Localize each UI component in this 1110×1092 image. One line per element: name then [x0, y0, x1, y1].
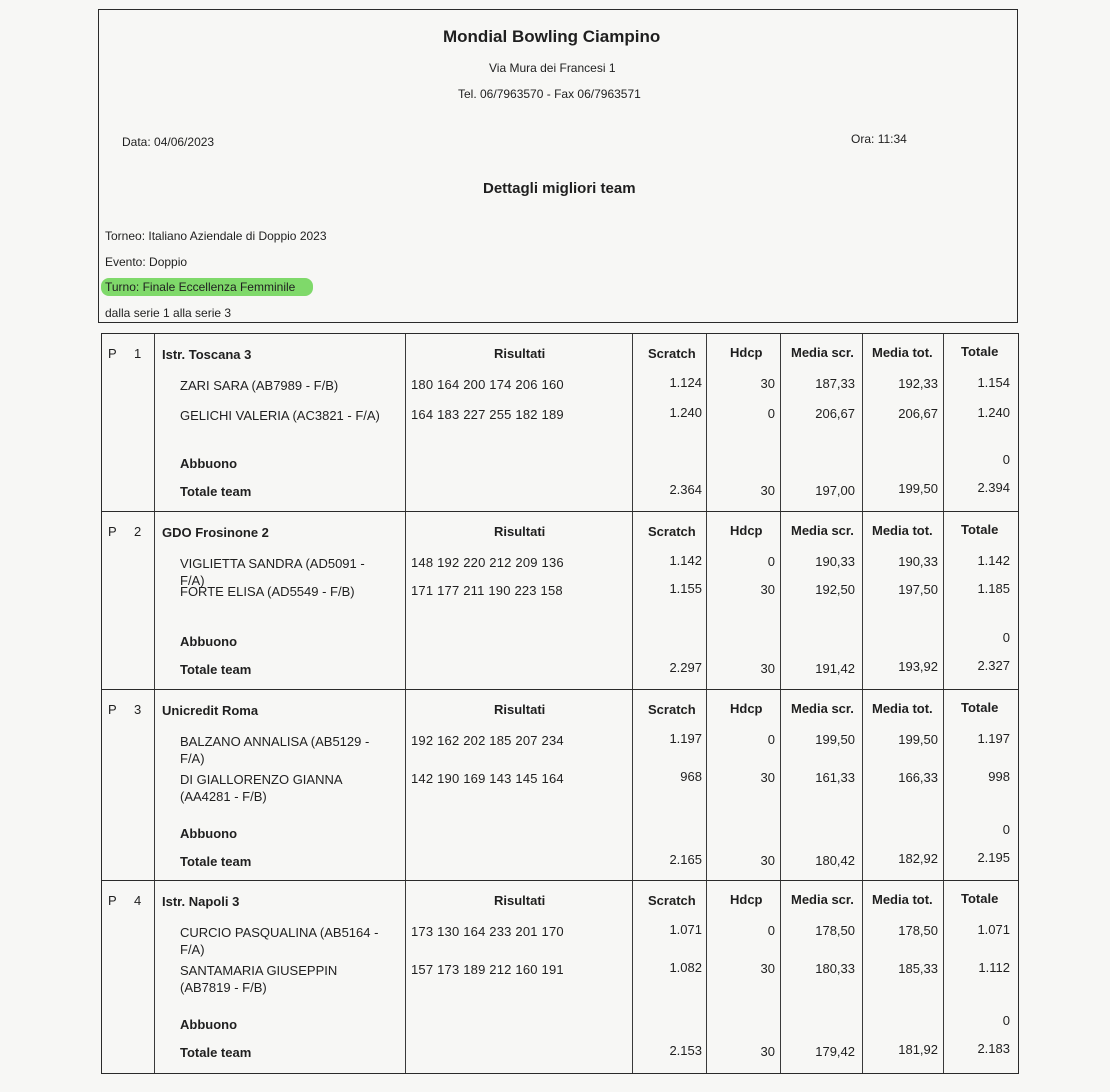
venue-phone: Tel. 06/7963570 - Fax 06/7963571: [458, 87, 641, 101]
column-divider: [706, 334, 707, 511]
player-media-scr: 161,33: [815, 770, 855, 785]
column-divider: [405, 334, 406, 511]
col-header-scratch: Scratch: [648, 702, 696, 717]
player-scores: 192 162 202 185 207 234: [411, 733, 564, 748]
player-media-scr: 206,67: [815, 406, 855, 421]
team-block: [101, 333, 1019, 511]
col-header-media-tot: Media tot.: [872, 345, 933, 360]
team-total-media-tot: 182,92: [898, 851, 938, 866]
player-media-tot: 166,33: [898, 770, 938, 785]
team-total-totale: 2.394: [977, 480, 1010, 495]
player-media-tot: 192,33: [898, 376, 938, 391]
column-divider: [943, 881, 944, 1073]
team-pos-label: P: [108, 893, 117, 908]
player-scratch: 1.082: [669, 960, 702, 975]
team-total-totale: 2.183: [977, 1041, 1010, 1056]
player-scores: 164 183 227 255 182 189: [411, 407, 564, 422]
column-divider: [706, 881, 707, 1073]
torneo-value: Italiano Aziendale di Doppio 2023: [148, 229, 327, 243]
abbuono-value: 0: [1002, 822, 1010, 837]
team-total-media-tot: 193,92: [898, 659, 938, 674]
player-scores: 157 173 189 212 160 191: [411, 962, 564, 977]
team-name: Unicredit Roma: [162, 703, 259, 718]
team-block: [101, 880, 1019, 1074]
team-name: GDO Frosinone 2: [162, 525, 269, 540]
team-position: 3: [134, 702, 142, 717]
totale-team-label: Totale team: [180, 484, 252, 499]
column-divider: [154, 512, 155, 689]
player-scores: 180 164 200 174 206 160: [411, 377, 564, 392]
column-divider: [632, 512, 633, 689]
player-hdcp: 30: [760, 582, 775, 597]
player-scores: 173 130 164 233 201 170: [411, 924, 564, 939]
player-media-scr: 187,33: [815, 376, 855, 391]
totale-team-label: Totale team: [180, 854, 252, 869]
team-position: 2: [134, 524, 142, 539]
abbuono-value: 0: [1002, 452, 1010, 467]
player-media-tot: 206,67: [898, 406, 938, 421]
player-scores: 142 190 169 143 145 164: [411, 771, 564, 786]
column-divider: [943, 334, 944, 511]
col-header-risultati: Risultati: [494, 893, 546, 908]
player-name: GELICHI VALERIA (AC3821 - F/A): [180, 408, 380, 423]
team-total-media-scr: 191,42: [815, 661, 855, 676]
col-header-risultati: Risultati: [494, 346, 546, 361]
team-total-scratch: 2.153: [669, 1043, 702, 1058]
time-value: 11:34: [877, 132, 907, 146]
player-totale: 1.240: [977, 405, 1010, 420]
report-title: Dettagli migliori team: [483, 180, 636, 197]
column-divider: [862, 512, 863, 689]
turno-highlight: [101, 278, 313, 296]
col-header-media-scr: Media scr.: [791, 892, 854, 907]
col-header-scratch: Scratch: [648, 346, 696, 361]
column-divider: [632, 690, 633, 880]
player-totale: 1.142: [977, 553, 1010, 568]
column-divider: [405, 881, 406, 1073]
col-header-hdcp: Hdcp: [730, 523, 763, 538]
player-totale: 1.071: [977, 922, 1010, 937]
totale-team-label: Totale team: [180, 1045, 252, 1060]
col-header-media-scr: Media scr.: [791, 523, 854, 538]
team-pos-label: P: [108, 524, 117, 539]
team-total-scratch: 2.364: [669, 482, 702, 497]
venue-address: Via Mura dei Francesi 1: [489, 61, 616, 75]
player-media-tot: 178,50: [898, 923, 938, 938]
column-divider: [154, 881, 155, 1073]
team-position: 4: [134, 893, 142, 908]
player-hdcp: 0: [767, 923, 775, 938]
team-block: [101, 689, 1019, 880]
abbuono-label: Abbuono: [180, 826, 238, 841]
totale-team-label: Totale team: [180, 662, 252, 677]
abbuono-value: 0: [1002, 1013, 1010, 1028]
player-totale: 1.185: [977, 581, 1010, 596]
player-scratch: 968: [680, 769, 702, 784]
player-hdcp: 30: [760, 961, 775, 976]
team-total-hdcp: 30: [760, 1044, 775, 1059]
player-totale: 998: [988, 769, 1010, 784]
player-media-scr: 190,33: [815, 554, 855, 569]
column-divider: [780, 690, 781, 880]
player-scratch: 1.142: [669, 553, 702, 568]
col-header-hdcp: Hdcp: [730, 345, 763, 360]
column-divider: [780, 512, 781, 689]
team-name: Istr. Toscana 3: [162, 347, 252, 362]
team-position: 1: [134, 346, 142, 361]
torneo-line: [105, 229, 327, 243]
column-divider: [862, 334, 863, 511]
team-block: [101, 511, 1019, 689]
player-hdcp: 0: [767, 732, 775, 747]
turno-line: [105, 280, 313, 294]
team-total-hdcp: 30: [760, 661, 775, 676]
abbuono-value: 0: [1002, 630, 1010, 645]
team-total-media-tot: 199,50: [898, 481, 938, 496]
column-divider: [632, 334, 633, 511]
team-pos-label: P: [108, 346, 117, 361]
date-value: 04/06/2023: [154, 135, 215, 149]
col-header-totale: Totale: [961, 522, 999, 537]
team-total-hdcp: 30: [760, 483, 775, 498]
player-name: FORTE ELISA (AD5549 - F/B): [180, 584, 355, 599]
col-header-hdcp: Hdcp: [730, 701, 763, 716]
column-divider: [862, 690, 863, 880]
player-name: ZARI SARA (AB7989 - F/B): [180, 378, 339, 393]
player-media-tot: 197,50: [898, 582, 938, 597]
player-media-tot: 199,50: [898, 732, 938, 747]
report-header: [98, 9, 1018, 323]
torneo-label: Torneo:: [105, 229, 146, 243]
player-media-tot: 190,33: [898, 554, 938, 569]
column-divider: [706, 512, 707, 689]
team-total-media-scr: 180,42: [815, 853, 855, 868]
col-header-media-tot: Media tot.: [872, 701, 933, 716]
player-totale: 1.197: [977, 731, 1010, 746]
abbuono-label: Abbuono: [180, 634, 238, 649]
column-divider: [154, 690, 155, 880]
player-totale: 1.112: [978, 960, 1010, 975]
evento-label: Evento:: [105, 255, 146, 269]
col-header-scratch: Scratch: [648, 524, 696, 539]
player-media-tot: 185,33: [898, 961, 938, 976]
player-scratch: 1.197: [669, 731, 702, 746]
column-divider: [943, 512, 944, 689]
player-media-scr: 192,50: [815, 582, 855, 597]
col-header-media-tot: Media tot.: [872, 523, 933, 538]
evento-value: Doppio: [149, 255, 188, 269]
team-total-media-scr: 179,42: [815, 1044, 855, 1059]
evento-line: [105, 255, 187, 269]
column-divider: [780, 881, 781, 1073]
player-totale: 1.154: [977, 375, 1010, 390]
column-divider: [706, 690, 707, 880]
column-divider: [405, 690, 406, 880]
team-total-totale: 2.195: [977, 850, 1010, 865]
col-header-hdcp: Hdcp: [730, 892, 763, 907]
time-line: [851, 132, 907, 146]
col-header-totale: Totale: [961, 891, 999, 906]
team-total-scratch: 2.165: [669, 852, 702, 867]
team-total-media-tot: 181,92: [898, 1042, 938, 1057]
column-divider: [154, 334, 155, 511]
team-total-scratch: 2.297: [669, 660, 702, 675]
col-header-media-tot: Media tot.: [872, 892, 933, 907]
player-hdcp: 0: [767, 554, 775, 569]
col-header-scratch: Scratch: [648, 893, 696, 908]
player-name: CURCIO PASQUALINA (AB5164 - F/A): [180, 925, 379, 957]
player-name: BALZANO ANNALISA (AB5129 - F/A): [180, 734, 370, 766]
date-line: [122, 135, 214, 149]
column-divider: [632, 881, 633, 1073]
abbuono-label: Abbuono: [180, 1017, 238, 1032]
column-divider: [943, 690, 944, 880]
player-name: SANTAMARIA GIUSEPPIN (AB7819 - F/B): [180, 963, 338, 995]
team-total-media-scr: 197,00: [815, 483, 855, 498]
team-name: Istr. Napoli 3: [162, 894, 240, 909]
col-header-risultati: Risultati: [494, 524, 546, 539]
player-media-scr: 199,50: [815, 732, 855, 747]
player-hdcp: 30: [760, 770, 775, 785]
player-scratch: 1.155: [669, 581, 702, 596]
column-divider: [405, 512, 406, 689]
column-divider: [862, 881, 863, 1073]
abbuono-label: Abbuono: [180, 456, 238, 471]
col-header-totale: Totale: [961, 344, 999, 359]
player-name: VIGLIETTA SANDRA (AD5091 - F/A): [180, 556, 365, 588]
player-hdcp: 30: [760, 376, 775, 391]
team-total-hdcp: 30: [760, 853, 775, 868]
col-header-media-scr: Media scr.: [791, 701, 854, 716]
date-label: Data:: [122, 135, 151, 149]
player-scratch: 1.124: [669, 375, 702, 390]
column-divider: [780, 334, 781, 511]
player-scratch: 1.071: [669, 922, 702, 937]
col-header-media-scr: Media scr.: [791, 345, 854, 360]
player-name: DI GIALLORENZO GIANNA (AA4281 - F/B): [180, 772, 342, 804]
team-pos-label: P: [108, 702, 117, 717]
player-media-scr: 178,50: [815, 923, 855, 938]
player-scores: 171 177 211 190 223 158: [411, 583, 563, 598]
player-media-scr: 180,33: [815, 961, 855, 976]
player-scores: 148 192 220 212 209 136: [411, 555, 564, 570]
range-line: dalla serie 1 alla serie 3: [105, 306, 232, 320]
col-header-totale: Totale: [961, 700, 999, 715]
player-scratch: 1.240: [669, 405, 702, 420]
team-total-totale: 2.327: [977, 658, 1010, 673]
col-header-risultati: Risultati: [494, 702, 546, 717]
time-label: Ora:: [851, 132, 875, 146]
venue-name: Mondial Bowling Ciampino: [443, 27, 661, 46]
player-hdcp: 0: [767, 406, 775, 421]
turno-label: Turno:: [105, 280, 140, 294]
turno-value: Finale Eccellenza Femminile: [142, 280, 296, 294]
